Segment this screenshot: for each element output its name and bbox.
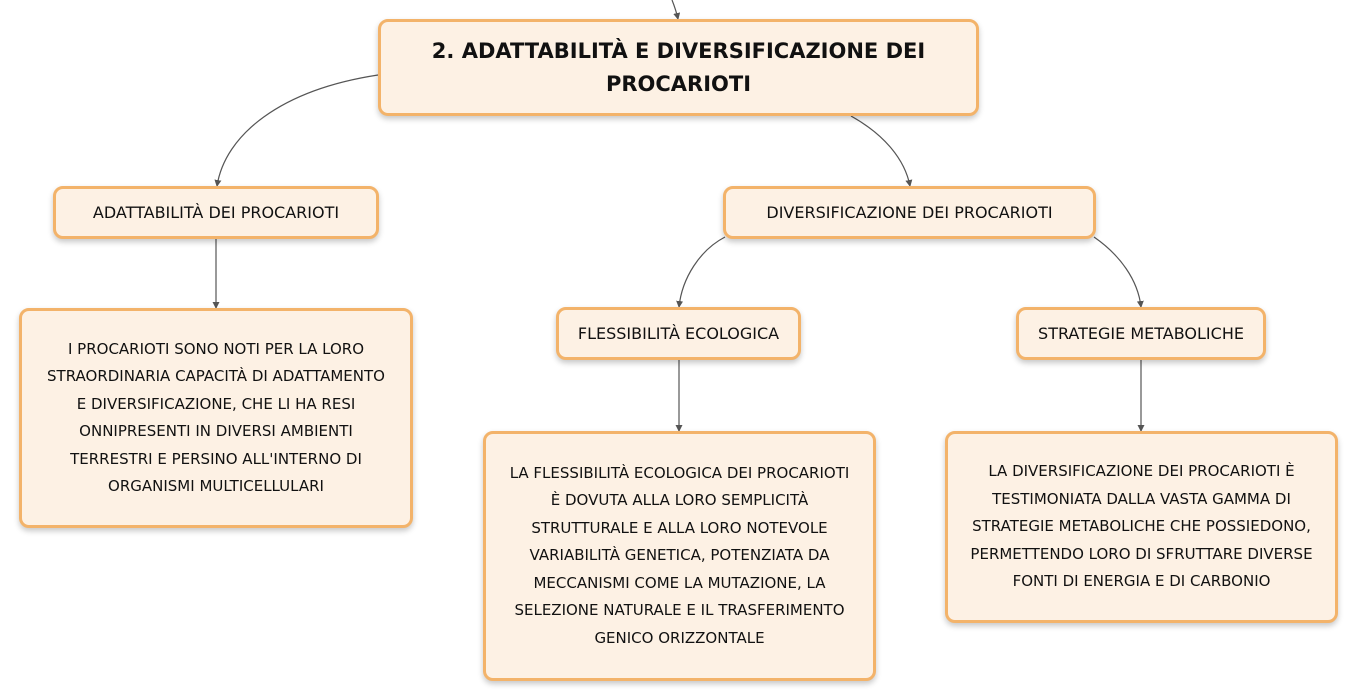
connector-incoming-root <box>672 0 678 19</box>
flessibilita-label: FLESSIBILITÀ ECOLOGICA <box>577 323 780 343</box>
connector-diversificazione-to-strategie <box>1094 237 1141 307</box>
connector-root-to-diversificazione <box>851 116 910 186</box>
detail-line: TESTIMONIATA DALLA VASTA GAMMA DI <box>992 489 1291 508</box>
flessibilita-node[interactable] <box>556 307 801 360</box>
strategie-detail-text <box>970 458 1312 596</box>
detail-line: LA DIVERSIFICAZIONE DEI PROCARIOTI È <box>988 462 1295 481</box>
detail-line: GENICO ORIZZONTALE <box>594 628 765 647</box>
detail-line: ONNIPRESENTI IN DIVERSI AMBIENTI <box>79 422 353 440</box>
detail-line: E DIVERSIFICAZIONE, CHE LI HA RESI <box>76 394 356 413</box>
detail-line: FONTI DI ENERGIA E DI CARBONIO <box>1012 572 1271 591</box>
detail-line: LA FLESSIBILITÀ ECOLOGICA DEI PROCARIOTI <box>509 463 850 482</box>
adattabilita-node[interactable] <box>53 186 379 239</box>
detail-line: STRUTTURALE E ALLA LORO NOTEVOLE <box>531 518 828 537</box>
root-line: 2. ADATTABILITÀ E DIVERSIFICAZIONE DEI <box>431 38 926 63</box>
adattabilita-label: ADATTABILITÀ DEI PROCARIOTI <box>92 202 340 222</box>
strategie-node[interactable] <box>1016 307 1266 360</box>
strategie-detail-node[interactable] <box>945 431 1338 623</box>
detail-line: PERMETTENDO LORO DI SFRUTTARE DIVERSE <box>970 544 1313 563</box>
detail-line: STRAORDINARIA CAPACITÀ DI ADATTAMENTO <box>47 367 385 385</box>
detail-line: ORGANISMI MULTICELLULARI <box>108 477 324 495</box>
diversificazione-label: DIVERSIFICAZIONE DEI PROCARIOTI <box>766 202 1053 222</box>
flessibilita-detail-node[interactable] <box>483 431 876 681</box>
strategie-label: STRATEGIE METABOLICHE <box>1038 323 1244 343</box>
root-line: PROCARIOTI <box>605 71 752 96</box>
connector-diversificazione-to-flessibilita <box>679 237 725 307</box>
detail-line: È DOVUTA ALLA LORO SEMPLICITÀ <box>550 491 809 510</box>
detail-line: SELEZIONE NATURALE E IL TRASFERIMENTO <box>514 601 845 620</box>
root-node-text <box>432 35 925 101</box>
detail-line: I PROCARIOTI SONO NOTI PER LA LORO <box>67 339 364 358</box>
adattabilita-detail-text <box>47 336 385 501</box>
detail-line: MECCANISMI COME LA MUTAZIONE, LA <box>533 573 826 592</box>
adattabilita-detail-node[interactable] <box>19 308 413 528</box>
root-node[interactable] <box>378 19 979 116</box>
connector-root-to-adattabilita <box>217 75 378 186</box>
flessibilita-detail-text <box>510 460 850 653</box>
diversificazione-node[interactable] <box>723 186 1096 239</box>
detail-line: STRATEGIE METABOLICHE CHE POSSIEDONO, <box>972 517 1311 536</box>
detail-line: VARIABILITÀ GENETICA, POTENZIATA DA <box>529 546 830 565</box>
detail-line: TERRESTRI E PERSINO ALL'INTERNO DI <box>70 449 362 468</box>
